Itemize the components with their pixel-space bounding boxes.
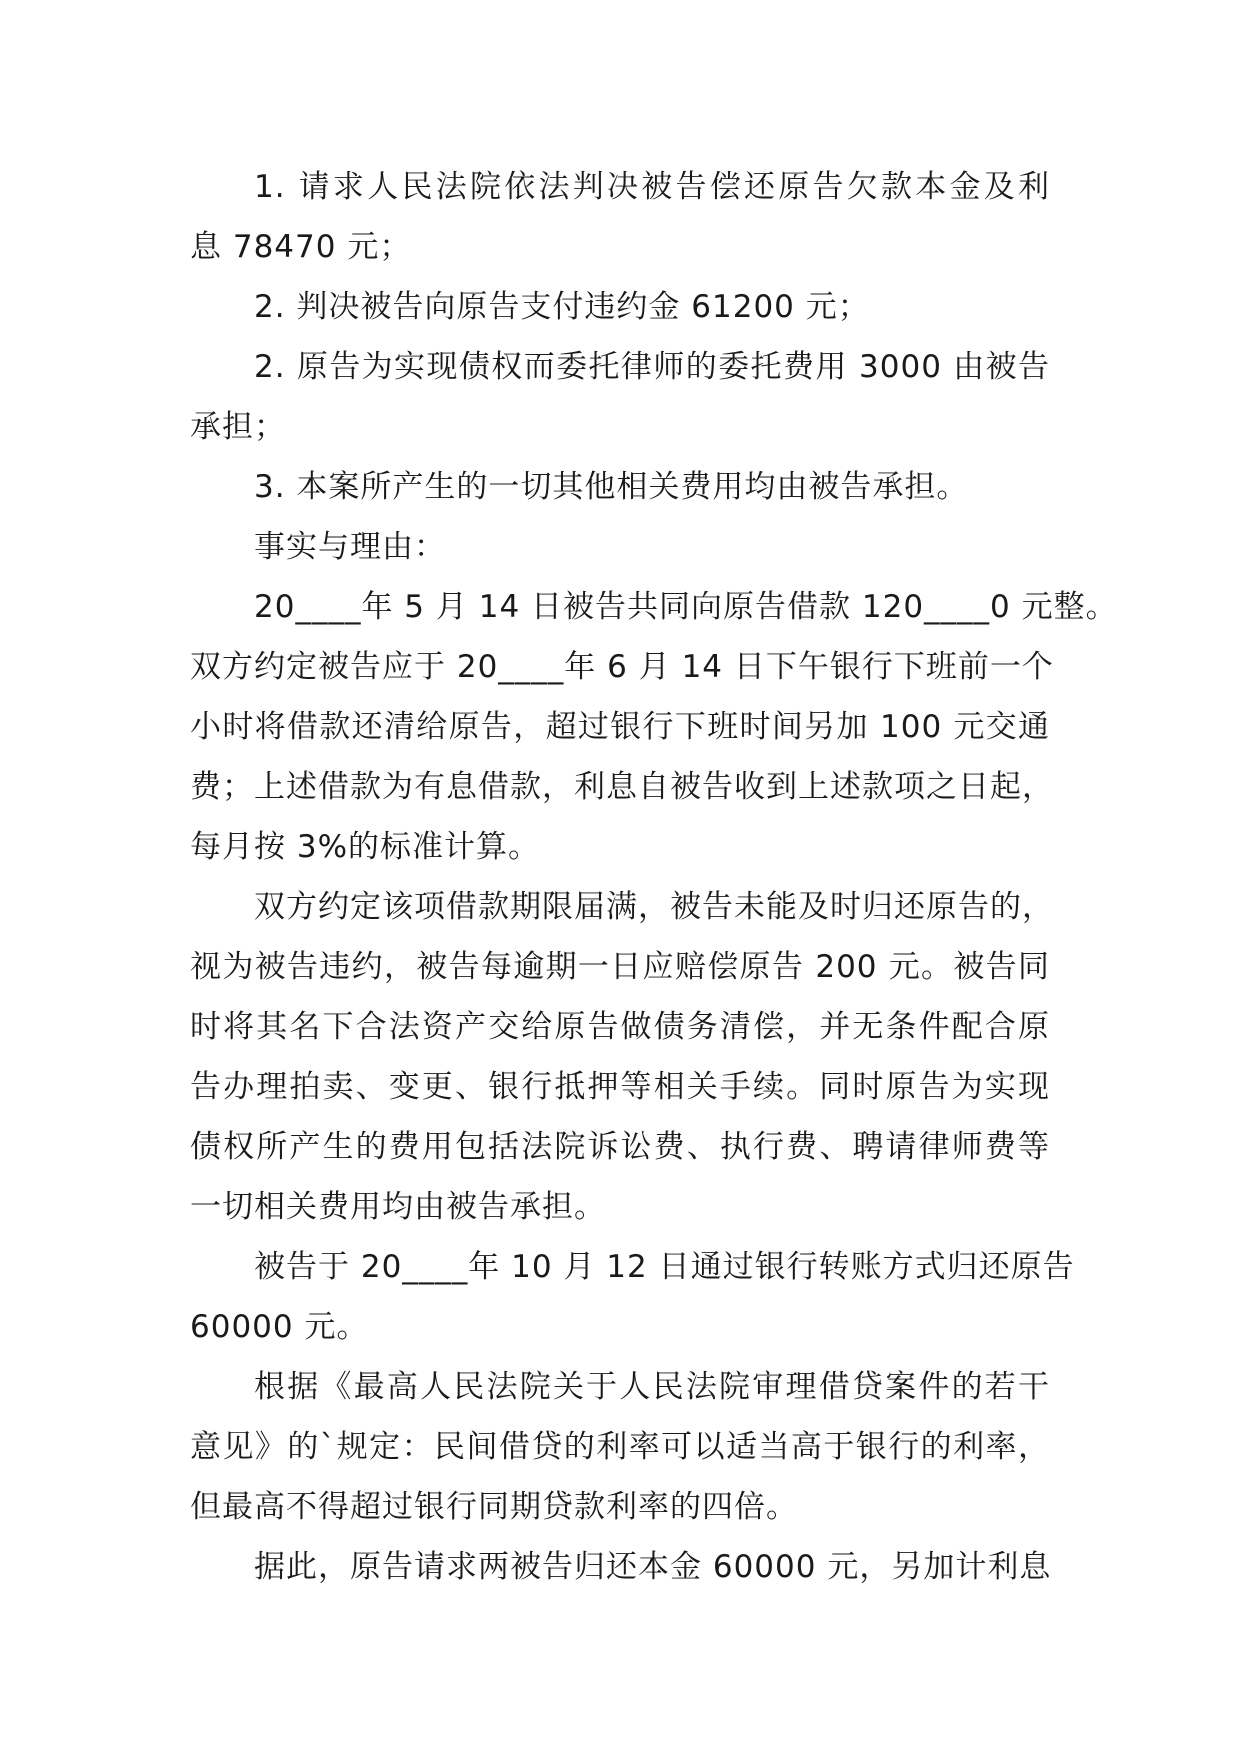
law-p-line-1: 根据《最高人民法院关于人民法院审理借贷案件的若干 <box>254 1369 1050 1405</box>
facts-p2-line-3: 时将其名下合法资产交给原告做债务清偿，并无条件配合原 <box>190 1009 1050 1045</box>
claim-1-line-2: 息 78470 元； <box>190 229 412 265</box>
facts-p2-line-1: 双方约定该项借款期限届满，被告未能及时归还原告的， <box>254 889 1054 925</box>
facts-p3-line-1: 被告于 20____年 10 月 12 日通过银行转账方式归还原告 <box>254 1249 1075 1285</box>
facts-p1-line-1: 20____年 5 月 14 日被告共同向原告借款 120____0 元整。 <box>254 589 1118 625</box>
claim-2b-line-2: 承担； <box>190 409 286 445</box>
law-p-line-2: 意见》的`规定：民间借贷的利率可以适当高于银行的利率， <box>190 1429 1050 1465</box>
conclusion-line-1: 据此，原告请求两被告归还本金 60000 元，另加计利息 <box>254 1549 1052 1585</box>
facts-p1-line-2: 双方约定被告应于 20____年 6 月 14 日下午银行下班前一个 <box>190 649 1054 685</box>
claim-1-line-1: 1. 请求人民法院依法判决被告偿还原告欠款本金及利 <box>254 169 1050 205</box>
claim-3-line: 3. 本案所产生的一切其他相关费用均由被告承担。 <box>254 469 969 505</box>
law-p-line-3: 但最高不得超过银行同期贷款利率的四倍。 <box>190 1489 798 1525</box>
facts-heading: 事实与理由： <box>254 529 446 565</box>
facts-p2-line-2: 视为被告违约，被告每逾期一日应赔偿原告 200 元。被告同 <box>190 949 1050 985</box>
facts-p1-line-5: 每月按 3%的标准计算。 <box>190 829 541 865</box>
claim-2b-line-1: 2. 原告为实现债权而委托律师的委托费用 3000 由被告 <box>254 349 1050 385</box>
facts-p2-line-4: 告办理拍卖、变更、银行抵押等相关手续。同时原告为实现 <box>190 1069 1050 1105</box>
facts-p2-line-6: 一切相关费用均由被告承担。 <box>190 1189 606 1225</box>
facts-p1-line-3: 小时将借款还清给原告，超过银行下班时间另加 100 元交通 <box>190 709 1050 745</box>
facts-p3-line-2: 60000 元。 <box>190 1309 369 1345</box>
claim-2-line: 2. 判决被告向原告支付违约金 61200 元； <box>254 289 870 325</box>
facts-p2-line-5: 债权所产生的费用包括法院诉讼费、执行费、聘请律师费等 <box>190 1129 1050 1165</box>
facts-p1-line-4: 费；上述借款为有息借款，利息自被告收到上述款项之日起， <box>190 769 1054 805</box>
